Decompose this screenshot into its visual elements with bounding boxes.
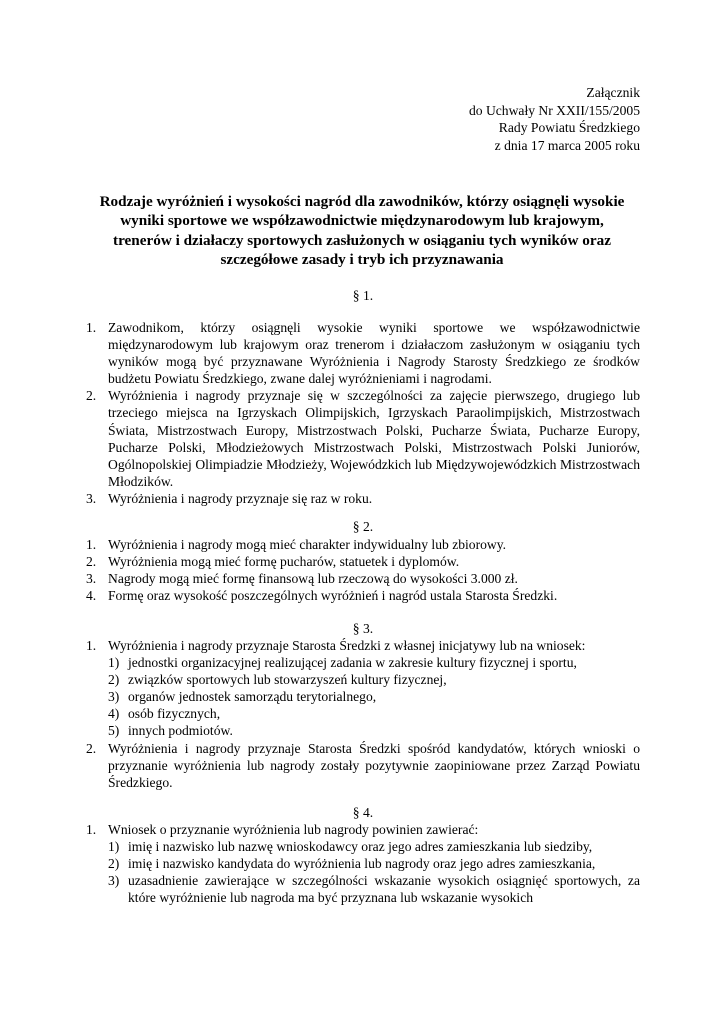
- list-item: [86, 821, 640, 906]
- list-item: [86, 319, 640, 387]
- list-item: [86, 740, 640, 791]
- item-number: 2.: [86, 740, 97, 756]
- sub-item-text: organów jednostek samorządu terytorialnego,: [128, 689, 377, 705]
- attachment-line: Załącznik: [586, 85, 640, 100]
- item-number: 1.: [86, 822, 97, 837]
- sub-item-number: 5): [108, 723, 120, 739]
- list-item: [86, 587, 640, 604]
- item-text: Wyróżnienia mogą mieć formę pucharów, statuetek i dyplomów.: [108, 554, 460, 570]
- section-1-list: [86, 319, 640, 507]
- sub-list-item: [108, 872, 640, 906]
- sub-item-text: innych podmiotów.: [128, 723, 233, 739]
- sub-item-number: 1): [108, 839, 120, 855]
- item-text: Wyróżnienia i nagrody przyznaje Starosta Średzki z własnej inicjatywy lub na wniosek:: [108, 638, 586, 653]
- item-number: 1.: [86, 320, 97, 335]
- document-title: Rodzaje wyróżnień i wysokości nagród dla zawodników, którzy osiągnęli wysokie wyniki sportowe we współzawodnictwie międzynarodowym lub krajowym, trenerów i działaczy sportowych zasłużonych w osiąganiu tych wyników oraz szczegółowe zasady i tryb ich przyznawania: [99, 193, 625, 269]
- list-item: [86, 536, 640, 553]
- section-heading-1: § 1.: [352, 288, 374, 303]
- item-number: 3.: [86, 571, 97, 587]
- attachment-header: [469, 84, 640, 154]
- item-text: Zawodnikom, którzy osiągnęli wysokie wyniki sportowe we współzawodnictwie międzynarodowym lub krajowym oraz trenerom i działaczom zasłużonym w osiąganiu tych wyników mogą być przyznawane Wyróżnienia i Nagrody Starosty Średzkiego ze środków budżetu Powiatu Średzkiego, zwane dalej wyróżnieniami i nagrodami.: [108, 320, 640, 387]
- item-text: Wyróżnienia i nagrody mogą mieć charakter indywidualny lub zbiorowy.: [108, 537, 507, 552]
- item-text: Wyróżnienia i nagrody przyznaje Starosta Średzki spośród kandydatów, których wnioski o przyznanie wyróżnienia lub nagrody zostały pozytywnie zaopiniowane przez Zarząd Powiatu Średzkiego.: [108, 740, 640, 790]
- attachment-line: do Uchwały Nr XXII/155/2005: [468, 102, 640, 118]
- section-heading-2: § 2.: [352, 519, 374, 534]
- item-number: 1.: [86, 638, 97, 653]
- item-text: Wyróżnienia i nagrody przyznaje się w szczególności za zajęcie pierwszego, drugiego lub trzeciego miejsca na Igrzyskach Olimpijskich, Igrzyskach Paraolimpijskich, Mistrzostwach Świata, Mistrzostwach Europy, Mistrzostwach Polski, Pucharze Świata, Pucharze Europy, Pucharze Polski, Młodzieżowych Mistrzostwach Polski, Mistrzostwach Polski Juniorów, Ogólnopolskiej Olimpiadzie Młodzieży, Wojewódzkich lub Międzywojewódzkich Mistrzostwach Młodzików.: [108, 388, 640, 489]
- sub-list-item: [108, 654, 640, 671]
- sub-item-number: 3): [108, 873, 120, 889]
- attachment-line: z dnia 17 marca 2005 roku: [494, 137, 640, 153]
- sub-list-item: [108, 671, 640, 688]
- sub-item-number: 4): [108, 706, 120, 722]
- sub-list-item: [108, 705, 640, 722]
- sub-item-text: imię i nazwisko kandydata do wyróżnienia lub nagrody oraz jego adres zamieszkania,: [128, 856, 596, 872]
- section-heading-4: § 4.: [352, 805, 374, 820]
- sub-list-item: [108, 688, 640, 705]
- sub-item-number: 2): [108, 672, 120, 688]
- sub-item-text: uzasadnienie zawierające w szczególności wskazanie wysokich osiągnięć sportowych, za które wyróżnienie lub nagroda ma być przyznana lub wskazanie wysokich: [128, 873, 640, 906]
- item-text: Wyróżnienia i nagrody przyznaje się raz w roku.: [108, 490, 373, 506]
- sub-item-number: 2): [108, 856, 120, 872]
- item-text: Formę oraz wysokość poszczególnych wyróżnień i nagród ustala Starosta Średzki.: [108, 588, 558, 604]
- sub-list: [108, 838, 640, 906]
- list-item: [86, 637, 640, 740]
- list-item: [86, 490, 640, 507]
- sub-item-text: jednostki organizacyjnej realizującej zadania w zakresie kultury fizycznej i sportu,: [128, 655, 577, 671]
- section-heading-3: § 3.: [352, 621, 374, 636]
- sub-item-text: związków sportowych lub stowarzyszeń kultury fizycznej,: [128, 672, 447, 688]
- item-number: 2.: [86, 388, 97, 404]
- item-number: 1.: [86, 537, 97, 552]
- sub-item-number: 3): [108, 689, 120, 705]
- list-item: [86, 570, 640, 587]
- section-4-list: [86, 821, 640, 906]
- list-item: [86, 387, 640, 490]
- sub-item-number: 1): [108, 655, 120, 671]
- item-number: 3.: [86, 490, 97, 506]
- item-text: Wniosek o przyznanie wyróżnienia lub nagrody powinien zawierać:: [108, 822, 479, 837]
- item-number: 2.: [86, 554, 97, 570]
- sub-list: [108, 654, 640, 739]
- sub-item-text: osób fizycznych,: [128, 706, 221, 722]
- item-number: 4.: [86, 588, 97, 604]
- sub-item-text: imię i nazwisko lub nazwę wnioskodawcy oraz jego adres zamieszkania lub siedziby,: [128, 839, 593, 855]
- list-item: [86, 553, 640, 570]
- sub-list-item: [108, 838, 640, 855]
- attachment-line: Rady Powiatu Średzkiego: [498, 120, 640, 135]
- item-text: Nagrody mogą mieć formę finansową lub rzeczową do wysokości 3.000 zł.: [108, 571, 518, 587]
- sub-list-item: [108, 722, 640, 739]
- section-3-list: [86, 637, 640, 791]
- section-2-list: [86, 536, 640, 604]
- sub-list-item: [108, 855, 640, 872]
